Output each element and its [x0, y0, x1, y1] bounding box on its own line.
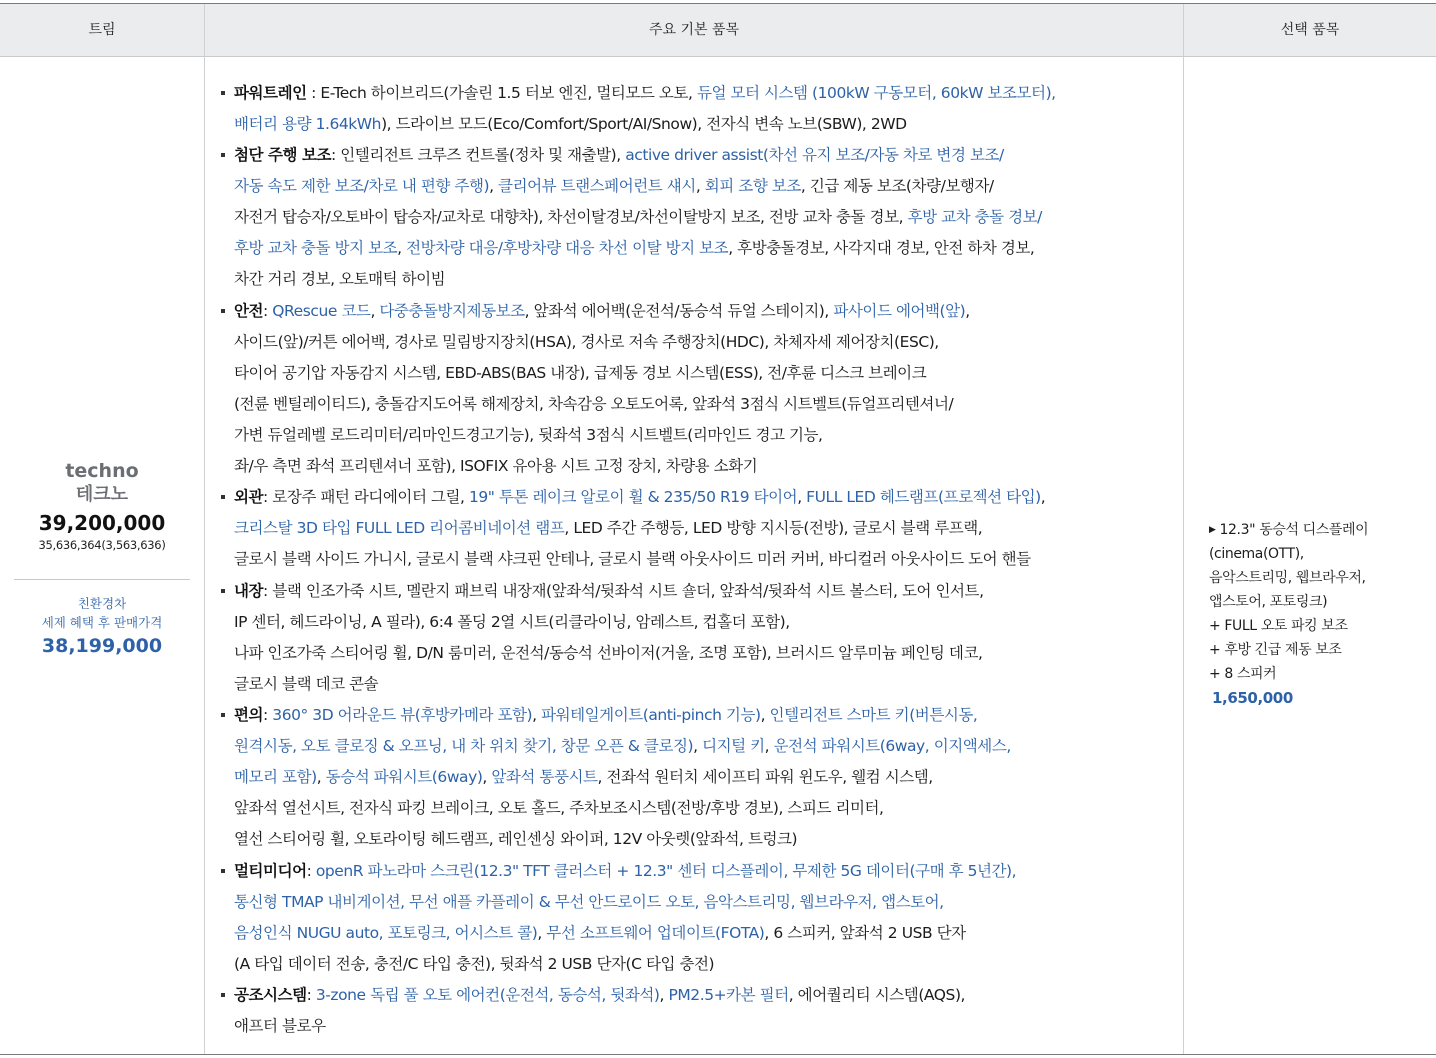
feature-text-segment: 나파 인조가죽 스티어링 휠, D/N 룸미러, 운전석/동승석 선바이저(거울, 조명 포함), 브러시드 알루미늄 페인팅 데코, — [234, 644, 983, 662]
feature-highlight: 배터리 용량 1.64kWh — [234, 115, 382, 133]
feature-item — [221, 856, 1171, 980]
basic-items-cell — [205, 56, 1183, 1054]
feature-text-segment: , 에어퀄리티 시스템(AQS), — [788, 986, 966, 1004]
feature-highlight: FULL LED 헤드램프(프로젝션 타입) — [806, 488, 1041, 506]
option-items-cell — [1184, 56, 1436, 1054]
option-line — [1209, 590, 1429, 614]
feature-highlight: 인텔리전트 스마트 키(버튼시동, — [769, 706, 978, 724]
feature-item — [221, 296, 1171, 482]
feature-text-segment: 열선 스티어링 휠, 오토라이팅 헤드램프, 레인센싱 와이퍼, 12V 아웃렛(앞좌석, 트렁크) — [234, 830, 798, 848]
feature-highlight: 음성인식 NUGU auto, 포토링크, 어시스트 콜) — [234, 924, 538, 942]
feature-text-segment: : 인텔리전트 크루즈 컨트롤(정차 및 재출발), — [331, 146, 626, 164]
trim-info — [0, 459, 204, 553]
feature-text-segment: : 블랙 인조가죽 시트, 멜란지 패브릭 내장재(앞좌석/뒷좌석 시트 숄더, 앞좌석/뒷좌석 시트 볼스터, 도어 인서트, — [263, 582, 984, 600]
feature-text-segment: : — [306, 986, 316, 1004]
feature-text-segment: , — [370, 302, 380, 320]
feature-text-segment: , — [537, 924, 547, 942]
feature-text-segment: 타이어 공기압 자동감지 시스템, EBD-ABS(BAS 내장), 급제동 경보 시스템(ESS), 전/후륜 디스크 브레이크 — [234, 364, 927, 382]
feature-text-segment: , — [693, 737, 703, 755]
feature-highlight: 360° 3D 어라운드 뷰(후방카메라 포함) — [272, 706, 533, 724]
feature-highlight: 운전석 파워시트(6way, 이지액세스, — [773, 737, 1011, 755]
feature-line — [234, 358, 1171, 389]
feature-text-segment: , — [482, 768, 492, 786]
feature-line — [234, 607, 1171, 638]
feature-highlight: active driver assist(차선 유지 보조/자동 차로 변경 보조/ — [625, 146, 1004, 164]
bullet-icon — [221, 309, 225, 313]
feature-category: 첨단 주행 보조 — [234, 146, 332, 164]
feature-category: 편의 — [234, 706, 264, 724]
feature-text-segment: , 6 스피커, 앞좌석 2 USB 단자 — [764, 924, 966, 942]
feature-line — [234, 233, 1171, 264]
option-price: 1,650,000 — [1212, 689, 1293, 707]
feature-text — [234, 78, 1171, 140]
feature-highlight: 듀얼 모터 시스템 (100kW 구동모터, 60kW 보조모터), — [696, 84, 1056, 102]
feature-line — [234, 202, 1171, 233]
feature-text-segment: : — [306, 862, 316, 880]
feature-category: 파워트레인 — [234, 84, 307, 102]
feature-line — [234, 949, 1171, 980]
trim-spec-table — [0, 3, 1436, 1055]
feature-highlight: 동승석 파워시트(6way) — [325, 768, 483, 786]
feature-highlight: 후방 교차 충돌 경보/ — [907, 208, 1042, 226]
feature-line — [234, 171, 1171, 202]
feature-line — [234, 296, 1171, 327]
feature-text — [234, 856, 1171, 980]
feature-text-segment: , — [397, 239, 407, 257]
feature-text-segment: (전륜 벤틸레이티드), 충돌감지도어록 해제장치, 차속감응 오토도어록, 앞좌석 3점식 시트벨트(듀얼프리텐셔너/ — [234, 395, 954, 413]
feature-highlight: 자동 속도 제한 보조/차로 내 편향 주행) — [234, 177, 490, 195]
feature-text-segment: , 앞좌석 에어백(운전석/동승석 듀얼 스테이지), — [524, 302, 834, 320]
feature-text-segment: 차간 거리 경보, 오토매틱 하이빔 — [234, 270, 446, 288]
feature-text-segment: 글로시 블랙 데코 콘솔 — [234, 675, 379, 693]
trim-name-ko: 테크노 — [75, 484, 129, 505]
feature-text-segment: 가변 듀얼레벨 로드리미터/리마인드경고기능), 뒷좌석 3점식 시트벨트(리마인드 경고 기능, — [234, 426, 823, 444]
feature-highlight: 크리스탈 3D 타입 FULL LED 리어콤비네이션 램프 — [234, 519, 565, 537]
option-text: + 후방 긴급 제동 보조 — [1209, 642, 1342, 658]
triangle-right-icon: ▶ — [1209, 525, 1216, 535]
feature-line — [234, 451, 1171, 482]
bullet-icon — [221, 153, 225, 157]
feature-item — [221, 482, 1171, 575]
feature-text-segment: , — [316, 768, 326, 786]
feature-text-segment: , LED 주간 주행등, LED 방향 지시등(전방), 글로시 블랙 루프랙, — [564, 519, 983, 537]
trim-price: 39,200,000 — [38, 511, 166, 535]
feature-text — [234, 296, 1171, 482]
feature-highlight: 원격시동, 오토 클로징 & 오프닝, 내 차 위치 찾기, 창문 오픈 & 클로징) — [234, 737, 694, 755]
feature-text-segment: 좌/우 측면 좌석 프리텐셔너 포함), ISOFIX 유아용 시트 고정 장치, 차량용 소화기 — [234, 457, 758, 475]
feature-line — [234, 389, 1171, 420]
feature-line — [234, 824, 1171, 855]
option-text: (cinema(OTT), — [1209, 546, 1304, 562]
feature-text-segment: , — [764, 737, 774, 755]
eco-label: 친환경차 — [77, 596, 127, 611]
feature-item — [221, 576, 1171, 700]
eco-label-sub: 세제 혜택 후 판매가격 — [41, 615, 163, 630]
option-line — [1209, 662, 1429, 686]
feature-text-segment: , — [489, 177, 499, 195]
feature-line — [234, 140, 1171, 171]
feature-line — [234, 887, 1171, 918]
feature-highlight: QRescue 코드 — [272, 302, 371, 320]
feature-highlight: openR 파노라마 스크린(12.3" TFT 클러스터 + 12.3" 센터 디스플레이, 무제한 5G 데이터(구매 후 5년간), — [315, 862, 1017, 880]
feature-line — [234, 700, 1171, 731]
feature-text-segment: ), 드라이브 모드(Eco/Comfort/Sport/AI/Snow), 전자식 변속 노브(SBW), 2WD — [381, 115, 907, 133]
feature-text-segment: : E-Tech 하이브리드(가솔린 1.5 터보 엔진, 멀티모드 오토, — [306, 84, 697, 102]
header-option-items: 선택 품목 — [1280, 22, 1340, 38]
feature-text — [234, 980, 1171, 1042]
option-text: 12.3" 동승석 디스플레이 — [1219, 522, 1369, 538]
feature-text-segment: 사이드(앞)/커튼 에어백, 경사로 밀림방지장치(HSA), 경사로 저속 주행장치(HDC), 차체자세 제어장치(ESC), — [234, 333, 939, 351]
divider — [14, 579, 190, 580]
feature-text-segment: (A 타입 데이터 전송, 충전/C 타입 충전), 뒷좌석 2 USB 단자(C 타입 충전) — [234, 955, 715, 973]
feature-category: 내장 — [234, 582, 264, 600]
feature-text-segment: 자전거 탑승자/오토바이 탑승자/교차로 대향차), 차선이탈경보/차선이탈방지 보조, 전방 교차 충돌 경보, — [234, 208, 908, 226]
table-header — [0, 4, 1436, 57]
feature-line — [234, 1011, 1171, 1042]
option-line — [1209, 542, 1429, 566]
feature-text-segment: : 로장주 패턴 라디에이터 그릴, — [263, 488, 469, 506]
feature-text-segment: 애프터 블로우 — [234, 1017, 326, 1035]
feature-highlight: 다중충돌방지제동보조 — [379, 302, 525, 320]
feature-text-segment: , 긴급 제동 보조(차량/보행자/ — [800, 177, 994, 195]
feature-highlight: 파워테일게이트(anti-pinch 기능) — [541, 706, 761, 724]
feature-line — [234, 420, 1171, 451]
feature-line — [234, 327, 1171, 358]
option-line — [1209, 614, 1429, 638]
feature-text-segment: : — [263, 706, 273, 724]
option-line — [1209, 518, 1429, 542]
feature-text-segment: , — [797, 488, 807, 506]
feature-line — [234, 482, 1171, 513]
feature-line — [234, 980, 1171, 1011]
feature-category: 외관 — [234, 488, 264, 506]
feature-text-segment: , — [760, 706, 770, 724]
feature-text-segment: , — [695, 177, 705, 195]
feature-text-segment: , 후방충돌경보, 사각지대 경보, 안전 하차 경보, — [728, 239, 1035, 257]
feature-line — [234, 109, 1171, 140]
feature-highlight: 디지털 키 — [702, 737, 765, 755]
feature-line — [234, 793, 1171, 824]
feature-line — [234, 856, 1171, 887]
feature-line — [234, 513, 1171, 544]
feature-line — [234, 669, 1171, 700]
option-line — [1209, 638, 1429, 662]
feature-highlight: 앞좌석 통풍시트 — [491, 768, 598, 786]
feature-text-segment: IP 센터, 헤드라이닝, A 필라), 6:4 폴딩 2열 시트(리클라이닝, 암레스트, 컵홀더 포함), — [234, 613, 790, 631]
feature-item — [221, 78, 1171, 140]
feature-highlight: 19" 투톤 레이크 알로이 휠 & 235/50 R19 타이어 — [468, 488, 798, 506]
feature-highlight: 메모리 포함) — [234, 768, 317, 786]
eco-price: 38,199,000 — [41, 635, 163, 657]
feature-text-segment: 앞좌석 열선시트, 전자식 파킹 브레이크, 오토 홀드, 주차보조시스템(전방/후방 경보), 스피드 리미터, — [234, 799, 884, 817]
feature-item — [221, 980, 1171, 1042]
feature-category: 공조시스템 — [234, 986, 307, 1004]
bullet-icon — [221, 713, 225, 717]
feature-text — [234, 140, 1171, 295]
feature-line — [234, 731, 1171, 762]
option-text: + FULL 오토 파킹 보조 — [1209, 618, 1348, 634]
feature-text-segment: , — [532, 706, 542, 724]
feature-line — [234, 264, 1171, 295]
option-text: + 8 스피커 — [1209, 666, 1277, 682]
header-trim: 트림 — [88, 22, 116, 38]
feature-highlight: PM2.5+카본 필터 — [668, 986, 789, 1004]
feature-highlight: 무선 소프트웨어 업데이트(FOTA) — [546, 924, 765, 942]
feature-highlight: 회피 조향 보조 — [704, 177, 801, 195]
header-basic-items: 주요 기본 품목 — [648, 22, 740, 38]
feature-category: 멀티미디어 — [234, 862, 307, 880]
feature-highlight: 클리어뷰 트랜스페어런트 섀시 — [498, 177, 696, 195]
eco-price-info — [0, 594, 204, 660]
option-package — [1209, 518, 1429, 710]
option-line — [1209, 566, 1429, 590]
option-text: 음악스트리밍, 웹브라우저, — [1209, 570, 1366, 586]
feature-category: 안전 — [234, 302, 264, 320]
option-text: 앱스토어, 포토링크) — [1209, 594, 1328, 610]
feature-text-segment: , 전좌석 원터치 세이프티 파워 윈도우, 웰컴 시스템, — [597, 768, 933, 786]
feature-line — [234, 638, 1171, 669]
feature-line — [234, 544, 1171, 575]
feature-highlight: 통신형 TMAP 내비게이션, 무선 애플 카플레이 & 무선 안드로이드 오토, 음악스트리밍, 웹브라우저, 앱스토어, — [234, 893, 944, 911]
feature-text-segment: 글로시 블랙 사이드 가니시, 글로시 블랙 샤크핀 안테나, 글로시 블랙 아웃사이드 미러 커버, 바디컬러 아웃사이드 도어 핸들 — [234, 550, 1031, 568]
bullet-icon — [221, 91, 225, 95]
feature-item — [221, 700, 1171, 855]
bullet-icon — [221, 869, 225, 873]
feature-highlight: 3-zone 독립 풀 오토 에어컨(운전석, 동승석, 뒷좌석) — [315, 986, 660, 1004]
feature-highlight: 전방차량 대응/후방차량 대응 차선 이탈 방지 보조 — [406, 239, 729, 257]
trim-name-en: techno — [65, 460, 139, 482]
feature-text — [234, 482, 1171, 575]
trim-cell — [0, 56, 204, 1054]
bullet-icon — [221, 495, 225, 499]
bullet-icon — [221, 993, 225, 997]
feature-highlight: 파사이드 에어백(앞) — [833, 302, 966, 320]
feature-line — [234, 576, 1171, 607]
feature-line — [234, 78, 1171, 109]
feature-line — [234, 918, 1171, 949]
feature-text-segment: , — [659, 986, 669, 1004]
bullet-icon — [221, 589, 225, 593]
feature-text-segment: , — [965, 302, 970, 320]
feature-text — [234, 700, 1171, 855]
trim-price-detail: 35,636,364(3,563,636) — [38, 538, 166, 552]
feature-text — [234, 576, 1171, 700]
feature-item — [221, 140, 1171, 295]
feature-highlight: 후방 교차 충돌 방지 보조 — [234, 239, 398, 257]
feature-line — [234, 762, 1171, 793]
feature-text-segment: : — [263, 302, 273, 320]
feature-text-segment: , — [1040, 488, 1046, 506]
